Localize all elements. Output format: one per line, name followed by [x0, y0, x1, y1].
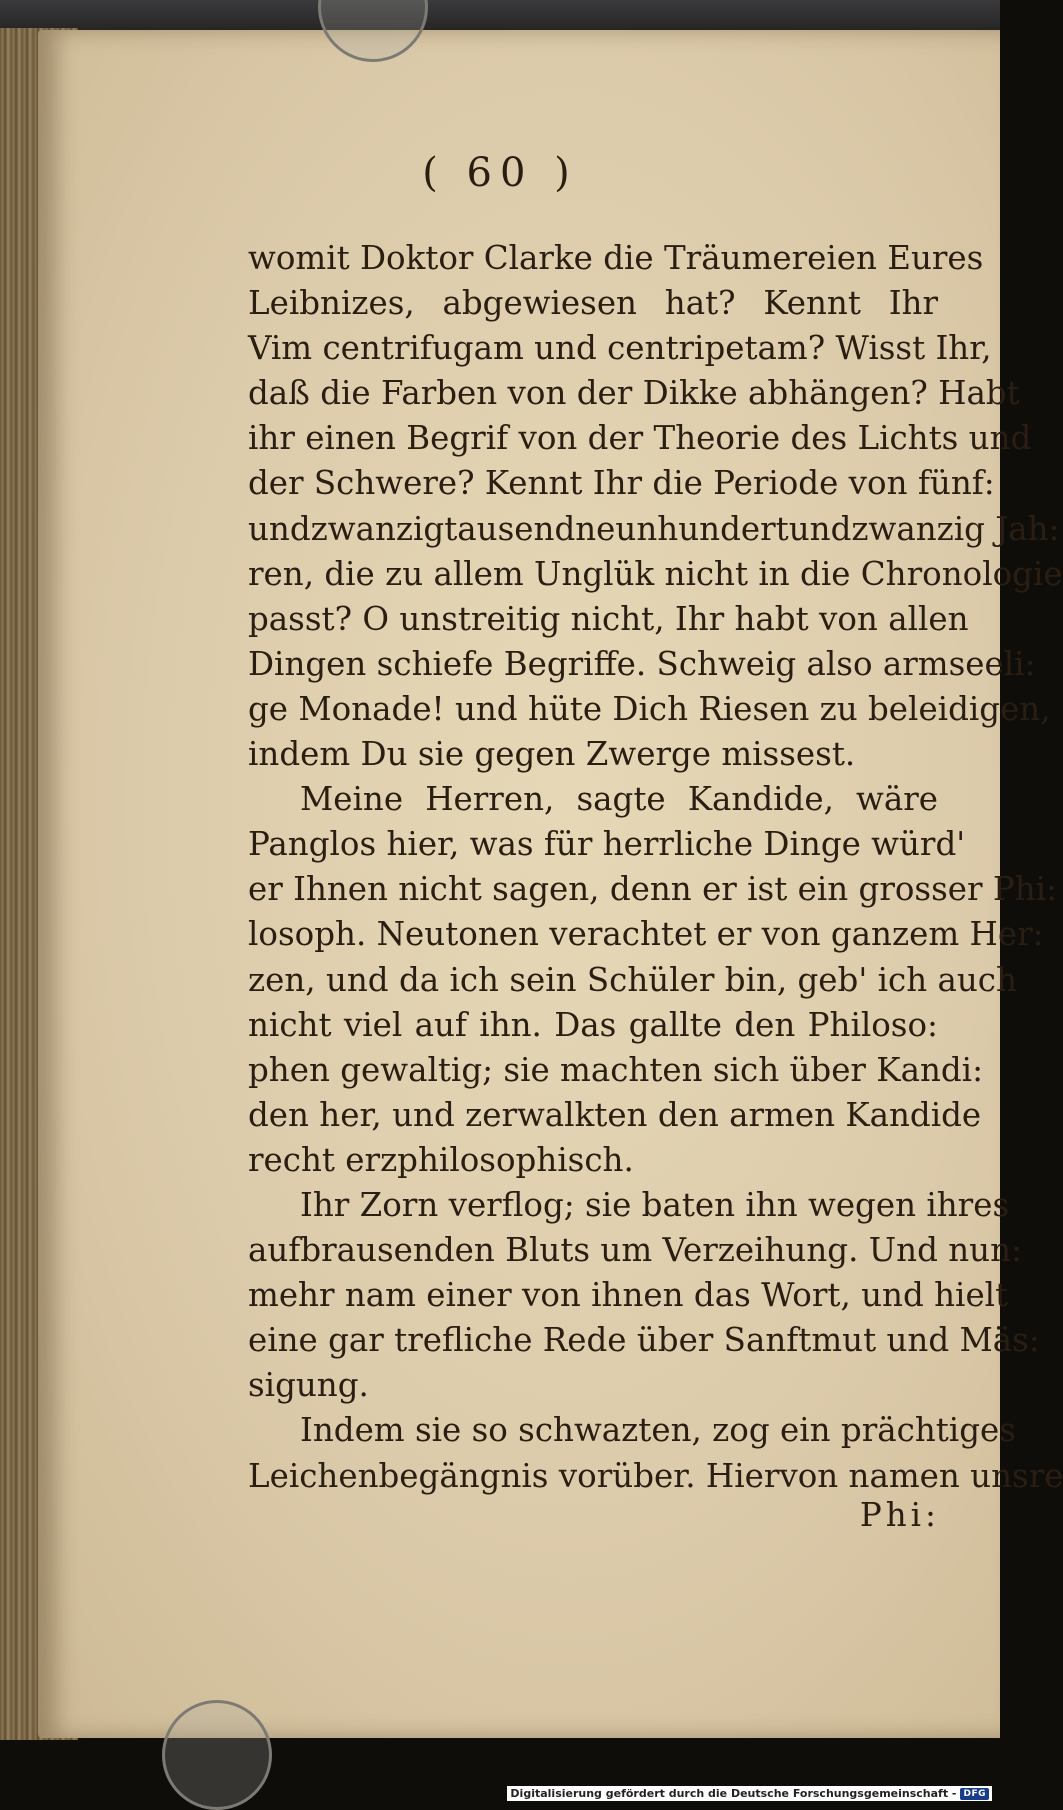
text-line: nicht viel auf ihn. Das gallte den Philoso: [248, 1005, 938, 1044]
text-line: daß die Farben von der Dikke abhängen? Habt [248, 374, 1020, 413]
text-line: passt? O unstreitig nicht, Ihr habt von allen [248, 599, 969, 638]
text-line: phen gewaltig; sie machten sich über Kandi: [248, 1050, 984, 1089]
text-line: Dingen schiefe Begriffe. Schweig also armseeli: [248, 644, 1036, 683]
text-line: Vim centrifugam und centripetam? Wisst Ihr, [248, 329, 992, 368]
text-line: ge Monade! und hüte Dich Riesen zu beleidigen, [248, 689, 1051, 728]
text-line: Leibnizes, abgewiesen hat? Kennt Ihr [248, 284, 938, 323]
text-line: Panglos hier, was für herrliche Dinge würd' [248, 825, 966, 864]
text-line: ren, die zu allem Unglük nicht in die Chronologie [248, 554, 1063, 593]
credit-text: Digitalisierung gefördert durch die Deutsche Forschungsgemeinschaft - [510, 1787, 957, 1800]
text-line: indem Du sie gegen Zwerge missest. [248, 735, 856, 774]
page-number: ( 60 ) [422, 150, 578, 196]
dfg-logo-icon: DFG [960, 1788, 989, 1800]
text-line: er Ihnen nicht sagen, denn er ist ein grosser Phi: [248, 870, 1058, 909]
text-line: Leichenbegängnis vorüber. Hiervon namen unsre [248, 1456, 1063, 1495]
text-line: Meine Herren, sagte Kandide, wäre [300, 780, 938, 819]
text-line: der Schwere? Kennt Ihr die Periode von fünf: [248, 464, 995, 503]
text-line: zen, und da ich sein Schüler bin, geb' ich auch [248, 960, 1017, 999]
text-line: undzwanzigtausendneunhundertundzwanzig Jah: [248, 509, 1060, 548]
text-line: den her, und zerwalkten den armen Kandide [248, 1095, 982, 1134]
digitization-credit [507, 1786, 992, 1801]
text-line: sigung. [248, 1366, 369, 1405]
text-line: eine gar trefliche Rede über Sanftmut und Mäs: [248, 1321, 1040, 1360]
text-line: Ihr Zorn verflog; sie baten ihn wegen ihres [300, 1185, 1010, 1224]
text-line: mehr nam einer von ihnen das Wort, und hielt [248, 1276, 1009, 1315]
text-line: recht erzphilosophisch. [248, 1140, 634, 1179]
text-line: ihr einen Begrif von der Theorie des Lichts und [248, 419, 1032, 458]
text-line: aufbrausenden Bluts um Verzeihung. Und nun: [248, 1231, 1022, 1270]
text-line: Indem sie so schwazten, zog ein prächtiges [300, 1411, 1016, 1450]
scan-footer [0, 1740, 1000, 1805]
page-clip-bottom [162, 1700, 272, 1810]
catchword: Phi: [859, 1496, 940, 1534]
text-line: womit Doktor Clarke die Träumereien Eures [248, 239, 984, 277]
text-line: losoph. Neutonen verachtet er von ganzem Her: [248, 915, 1044, 954]
body-text [248, 236, 1063, 1499]
